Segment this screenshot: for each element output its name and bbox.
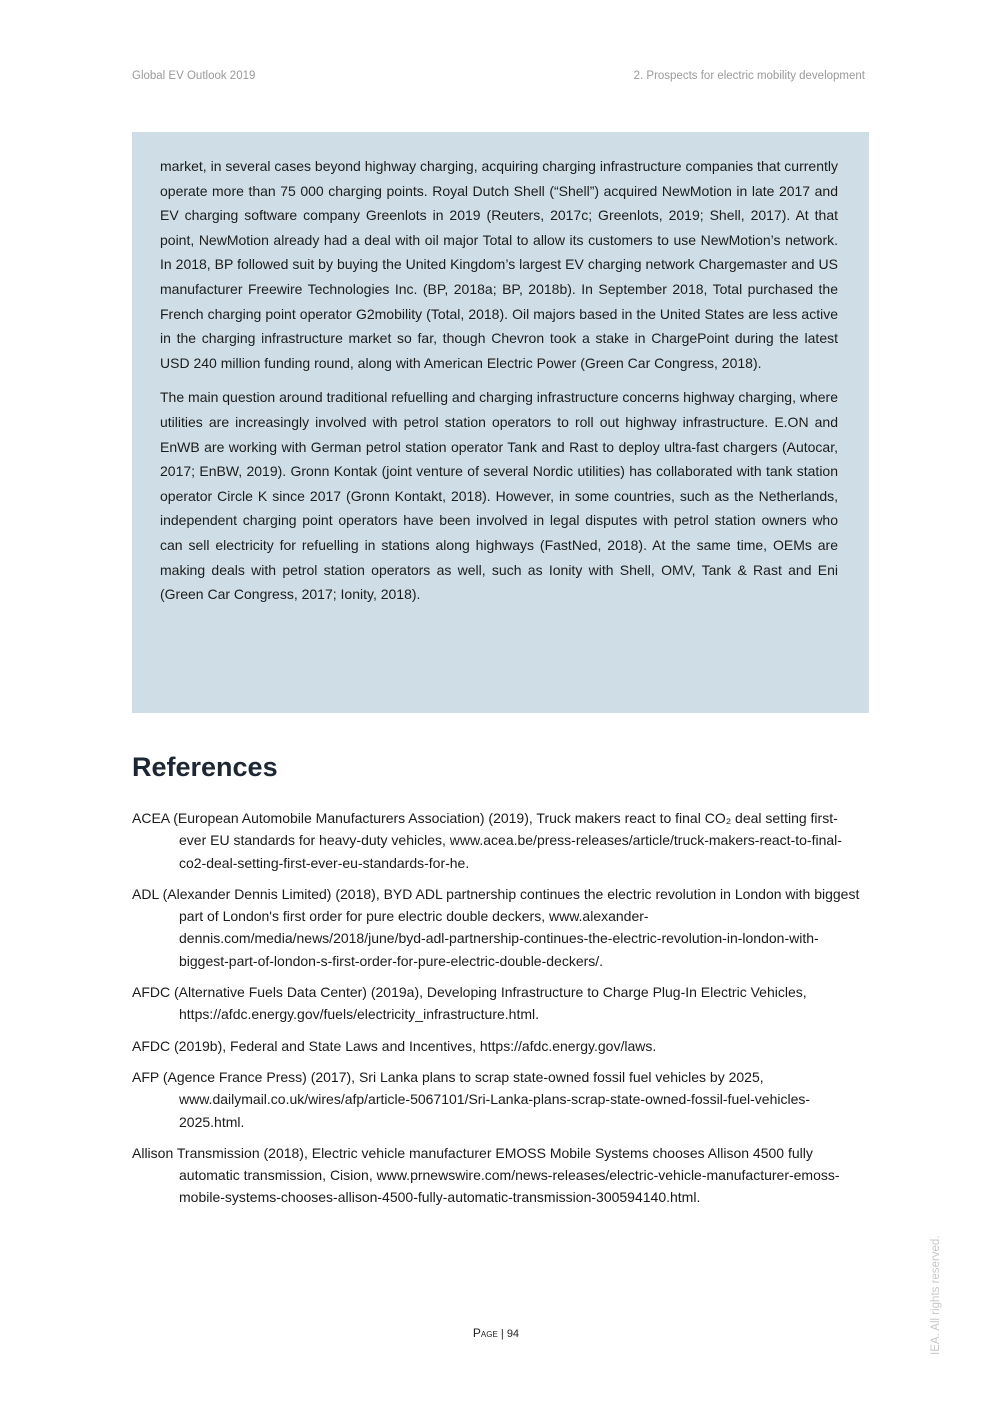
page-footer bbox=[0, 1326, 992, 1340]
box-paragraph: The main question around traditional refuelling and charging infrastructure concerns highway charging, where utilities are increasingly involved with petrol station operators to roll out highway infrastructure. E.ON and EnWB are working with German petrol station operator Tank and Rast to deploy ultra-fast chargers (Autocar, 2017; EnBW, 2019). Gronn Kontak (joint venture of several Nordic utilities) has collaborated with tank station operator Circle K since 2017 (Gronn Kontakt, 2018). However, in some countries, such as the Netherlands, independent charging point operators have been involved in legal disputes with petrol station owners who can sell electricity for refuelling in stations along highways (FastNed, 2018). At the same time, OEMs are making deals with petrol station operators as well, such as Ionity with Shell, OMV, Tank & Rast and Eni (Green Car Congress, 2017; Ionity, 2018). bbox=[160, 389, 838, 603]
references-heading: References bbox=[132, 752, 278, 782]
page-separator: | bbox=[497, 1328, 507, 1340]
reference-item: Allison Transmission (2018), Electric vehicle manufacturer EMOSS Mobile Systems chooses Allison 4500 fully automatic transmission, Cision, www.prnewswire.com/news-releases/electric-vehicle-manufacturer-emoss-mobile-systems-chooses-allison-4500-fully-automatic-transmission-300594140.html. bbox=[132, 1144, 840, 1206]
text-box bbox=[132, 132, 869, 713]
reference-item: AFDC (2019b), Federal and State Laws and Incentives, https://afdc.energy.gov/laws. bbox=[132, 1037, 657, 1054]
box-paragraph: market, in several cases beyond highway charging, acquiring charging infrastructure companies that currently operate more than 75 000 charging points. Royal Dutch Shell (“Shell”) acquired NewMotion in late 2017 and EV charging software company Greenlots in 2019 (Reuters, 2017c; Greenlots, 2019; Shell, 2017). At that point, NewMotion already had a deal with oil major Total to allow its customers to use NewMotion’s network. In 2018, BP followed suit by buying the United Kingdom’s largest EV charging network Chargemaster and US manufacturer Freewire Technologies Inc. (BP, 2018a; BP, 2018b). In September 2018, Total purchased the French charging point operator G2mobility (Total, 2018). Oil majors based in the United States are less active in the charging infrastructure market so far, though Chevron took a stake in ChargePoint during the latest USD 240 million funding round, along with American Electric Power (Green Car Congress, 2018). bbox=[160, 158, 838, 371]
page-label: Page bbox=[472, 1326, 498, 1340]
reference-item: AFDC (Alternative Fuels Data Center) (2019a), Developing Infrastructure to Charge Plug-In Electric Vehicles, https://afdc.energy.gov/fuels/electricity_infrastructure.html. bbox=[132, 984, 807, 1023]
running-header-chapter: 2. Prospects for electric mobility development bbox=[633, 70, 865, 82]
page-number: 94 bbox=[506, 1328, 520, 1340]
reference-item: ACEA (European Automobile Manufacturers Association) (2019), Truck makers react to final CO₂ deal setting first-ever EU standards for heavy-duty vehicles, www.acea.be/press-releases/article/truck-makers-react-to-final-co2-deal-setting-first-ever-eu-standards-for-he. bbox=[132, 810, 842, 871]
reference-item: ADL (Alexander Dennis Limited) (2018), BYD ADL partnership continues the electric revolution in London with biggest part of London's first order for pure electric double deckers, www.alexander-dennis.com/media/news/2018/june/byd-adl-partnership-continues-the-electric-revolution-in-london-with-biggest-part-of-london-s-first-order-for-pure-electric-double-deckers/. bbox=[132, 885, 860, 969]
running-header-title: Global EV Outlook 2019 bbox=[132, 70, 256, 82]
copyright-watermark: IEA. All rights reserved. bbox=[930, 1235, 942, 1355]
references-list bbox=[132, 807, 860, 1218]
reference-item: AFP (Agence France Press) (2017), Sri Lanka plans to scrap state-owned fossil fuel vehicles by 2025, www.dailymail.co.uk/wires/afp/article-5067101/Sri-Lanka-plans-scrap-state-owned-fossil-fuel-vehicles-2025.html. bbox=[132, 1068, 811, 1130]
